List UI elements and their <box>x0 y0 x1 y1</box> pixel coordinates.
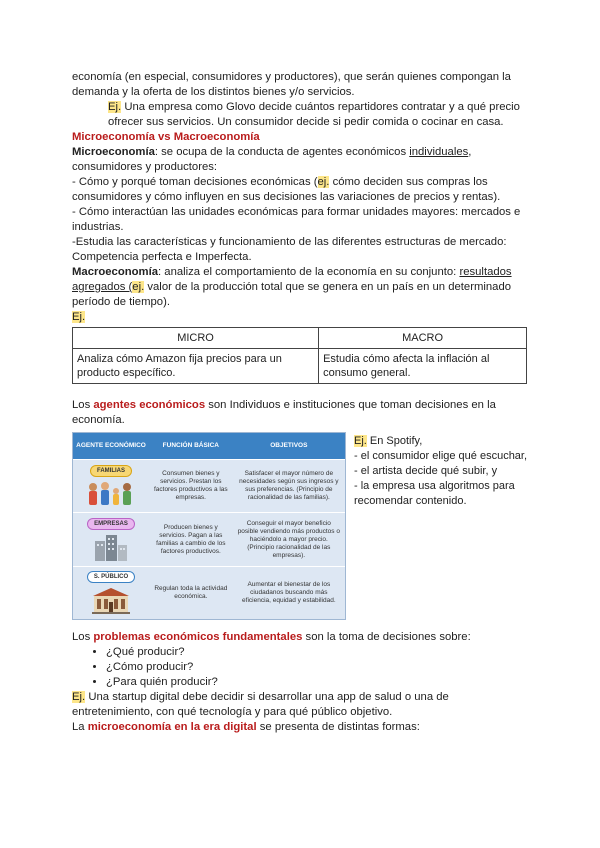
intro-paragraph <box>72 70 532 100</box>
micro-bullet-1 <box>72 175 532 205</box>
problems-list <box>72 645 532 690</box>
table-header-row <box>73 328 527 349</box>
info-row-publico <box>73 566 345 619</box>
ej-highlight: ej. <box>317 176 330 188</box>
bullet1-a: - Cómo y porqué toman decisiones económicas ( <box>72 176 318 188</box>
problems-text-b: son la toma de decisiones sobre: <box>302 631 471 643</box>
bullet1-b: cómo deciden sus compras los consumidores y cómo influyen en sus decisiones las variaciones de precios y rentas). <box>72 176 501 203</box>
agent-pill-empresas: EMPRESAS <box>87 518 135 530</box>
ej-highlight: Ej. <box>72 311 86 323</box>
problems-term: problemas económicos fundamentales <box>93 631 303 643</box>
problems-paragraph <box>72 630 532 645</box>
intro-text: economía (en especial, consumidores y productores), que serán quienes compongan la demanda y la oferta de los distintos bienes y/o servicios. <box>72 71 511 98</box>
ej-highlight: Ej. <box>72 691 86 703</box>
digital-text-a: La <box>72 721 88 733</box>
intro-example-text: Una empresa como Glovo decide cuántos repartidores contratar y a qué precio ofrecer sus servicios. Un consumidor decide si pedir comida o cocinar en casa. <box>108 101 520 128</box>
problems-example <box>72 690 532 720</box>
micro-def-underline: individuales <box>409 146 469 158</box>
table-header-micro: MICRO <box>73 328 319 349</box>
table-row <box>73 349 527 384</box>
info-row-familias <box>73 460 345 513</box>
spotify-item: - la empresa usa algoritmos para recomendar contenido. <box>354 480 515 507</box>
info-objetivo-publico: Aumentar el bienestar de los ciudadanos buscando más eficiencia, equidad y estabilidad. <box>233 566 345 619</box>
spotify-item: - el consumidor elige qué escuchar, <box>354 450 528 462</box>
document-page <box>72 70 532 735</box>
ej-highlight: Ej. <box>354 435 367 447</box>
info-objetivo-familias: Satisfacer el mayor número de necesidades según sus ingresos y sus preferencias. (Principio de racionalidad de las familias). <box>233 460 345 513</box>
agents-term: agentes económicos <box>93 399 206 411</box>
macro-term: Macroeconomía <box>72 266 159 278</box>
section-heading: Microeconomía vs Macroeconomía <box>72 131 260 143</box>
agents-row <box>72 432 532 620</box>
table-cell-micro: Analiza cómo Amazon fija precios para un producto específico. <box>73 349 319 384</box>
agent-pill-publico: S. PÚBLICO <box>87 571 135 583</box>
info-objetivo-empresas: Conseguir el mayor beneficio posible vendiendo más productos o haciéndolo a mayor precio. (Principio racionalidad de las empresas). <box>233 513 345 566</box>
problems-example-text: Una startup digital debe decidir si desarrollar una app de salud o una de entretenimiento, con qué tecnología y para qué público objetivo. <box>72 691 449 718</box>
digital-text-b: se presenta de distintas formas: <box>256 721 420 733</box>
ej-highlight: ej. <box>132 281 145 293</box>
table-cell-macro: Estudia cómo afecta la inflación al consumo general. <box>319 349 527 384</box>
ej-label-line <box>72 310 532 325</box>
micro-def-a: : se ocupa de la conducta de agentes económicos <box>154 146 410 158</box>
info-funcion-empresas: Producen bienes y servicios. Pagan a las familias a cambio de los factores productivos. <box>149 513 233 566</box>
macro-def-b: valor de la producción total que se genera en un país en un determinado período de tiempo). <box>72 281 512 308</box>
list-item: • ¿Para quién producir? <box>106 675 532 690</box>
agents-paragraph <box>72 398 532 428</box>
problems-text-a: Los <box>72 631 94 643</box>
info-row-empresas <box>73 513 345 566</box>
digital-term: microeconomía en la era digital <box>87 721 257 733</box>
micro-macro-table <box>72 327 527 384</box>
government-building-icon <box>89 586 133 614</box>
list-item: • ¿Cómo producir? <box>106 660 532 675</box>
agents-text-a: Los <box>72 399 94 411</box>
micro-term: Microeconomía <box>72 146 155 158</box>
info-header-agent: AGENTE ECONÓMICO <box>73 433 149 460</box>
ej-highlight: Ej. <box>108 101 122 113</box>
micro-bullet-2: - Cómo interactúan las unidades económicas para formar unidades mayores: mercados e industrias. <box>72 206 521 233</box>
list-item: • ¿Qué producir? <box>106 645 532 660</box>
intro-example <box>72 100 532 130</box>
macro-def-a: : analiza el comportamiento de la economía en su conjunto: <box>158 266 460 278</box>
digital-paragraph <box>72 720 532 735</box>
buildings-icon <box>91 533 131 561</box>
micro-bullet-3: -Estudia las características y funcionamiento de las diferentes estructuras de mercado: Competencia perfecta e Imperfecta. <box>72 236 507 263</box>
family-icon <box>83 480 139 508</box>
agents-infographic <box>72 432 346 620</box>
spotify-title-text: En Spotify, <box>366 435 423 447</box>
info-header-objetivos: OBJETIVOS <box>233 433 345 460</box>
agents-text-b: son Individuos e instituciones que toman decisiones en la economía. <box>72 399 496 426</box>
info-funcion-publico: Regulan toda la actividad económica. <box>149 566 233 619</box>
macro-def-underline: resultados agregados ( <box>72 266 512 293</box>
spotify-example <box>354 434 532 620</box>
micro-definition <box>72 145 532 175</box>
info-header-funcion: FUNCIÓN BÁSICA <box>149 433 233 460</box>
micro-def-b: , consumidores y productores: <box>72 146 472 173</box>
spotify-item: - el artista decide qué subir, y <box>354 465 498 477</box>
spotify-title <box>354 434 532 449</box>
agent-pill-familias: FAMILIAS <box>90 465 132 477</box>
table-header-macro: MACRO <box>319 328 527 349</box>
macro-definition <box>72 265 532 310</box>
info-funcion-familias: Consumen bienes y servicios. Prestan los factores productivos a las empresas. <box>149 460 233 513</box>
